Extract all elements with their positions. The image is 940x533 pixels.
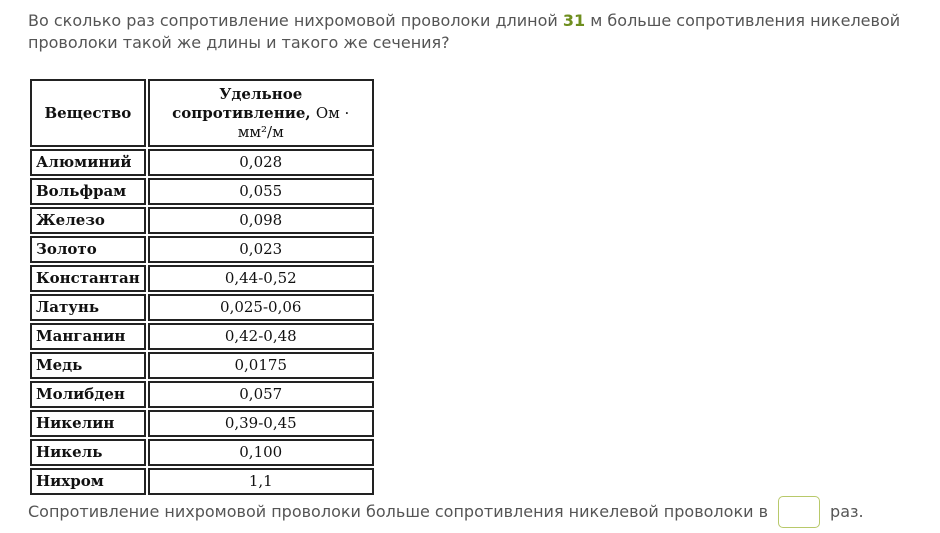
table-row (30, 265, 374, 292)
resistivity-value: 0,39-0,45 (148, 410, 374, 437)
table-row (30, 410, 374, 437)
substance-name: Алюминий (30, 149, 146, 176)
resistivity-value: 0,057 (148, 381, 374, 408)
question-part2: м больше сопротивления никелевой проволоки такой же длины и такого же сечения? (28, 11, 901, 52)
table-row (30, 439, 374, 466)
substance-name: Константан (30, 265, 146, 292)
substance-name: Медь (30, 352, 146, 379)
table-row (30, 178, 374, 205)
substance-name: Железо (30, 207, 146, 234)
table-header-row (30, 79, 374, 147)
header-resistivity-unit2: мм²/м (237, 122, 284, 141)
substance-name: Манганин (30, 323, 146, 350)
header-resistivity-line2: сопротивление, (172, 103, 311, 122)
table-row (30, 381, 374, 408)
header-resistivity (148, 79, 374, 147)
table-row (30, 207, 374, 234)
answer-suffix: раз. (830, 502, 864, 521)
substance-name: Вольфрам (30, 178, 146, 205)
resistivity-value: 0,100 (148, 439, 374, 466)
question-part1: Во сколько раз сопротивление нихромовой проволоки длиной (28, 11, 563, 30)
substance-name: Никелин (30, 410, 146, 437)
table-row (30, 149, 374, 176)
resistivity-value: 0,055 (148, 178, 374, 205)
resistivity-value: 0,42-0,48 (148, 323, 374, 350)
table-row (30, 294, 374, 321)
resistivity-value: 0,0175 (148, 352, 374, 379)
header-resistivity-unit1: Ом · (315, 103, 350, 122)
table-row (30, 323, 374, 350)
question-length-value: 31 (562, 11, 586, 30)
table-row (30, 236, 374, 263)
question-text (28, 10, 908, 54)
resistivity-value: 0,098 (148, 207, 374, 234)
substance-name: Молибден (30, 381, 146, 408)
resistivity-value: 0,028 (148, 149, 374, 176)
table-row (30, 352, 374, 379)
header-resistivity-line1: Удельное (219, 84, 303, 103)
substance-name: Никель (30, 439, 146, 466)
substance-name: Золото (30, 236, 146, 263)
resistivity-value: 0,025-0,06 (148, 294, 374, 321)
substance-name: Латунь (30, 294, 146, 321)
resistivity-table (28, 77, 376, 497)
resistivity-value: 0,023 (148, 236, 374, 263)
answer-line (28, 496, 864, 528)
answer-input[interactable] (778, 496, 820, 528)
resistivity-value: 1,1 (148, 468, 374, 495)
header-substance: Вещество (30, 79, 146, 147)
resistivity-value: 0,44-0,52 (148, 265, 374, 292)
answer-prefix: Сопротивление нихромовой проволоки больше сопротивления никелевой проволоки в (28, 502, 769, 521)
substance-name: Нихром (30, 468, 146, 495)
table-row (30, 468, 374, 495)
